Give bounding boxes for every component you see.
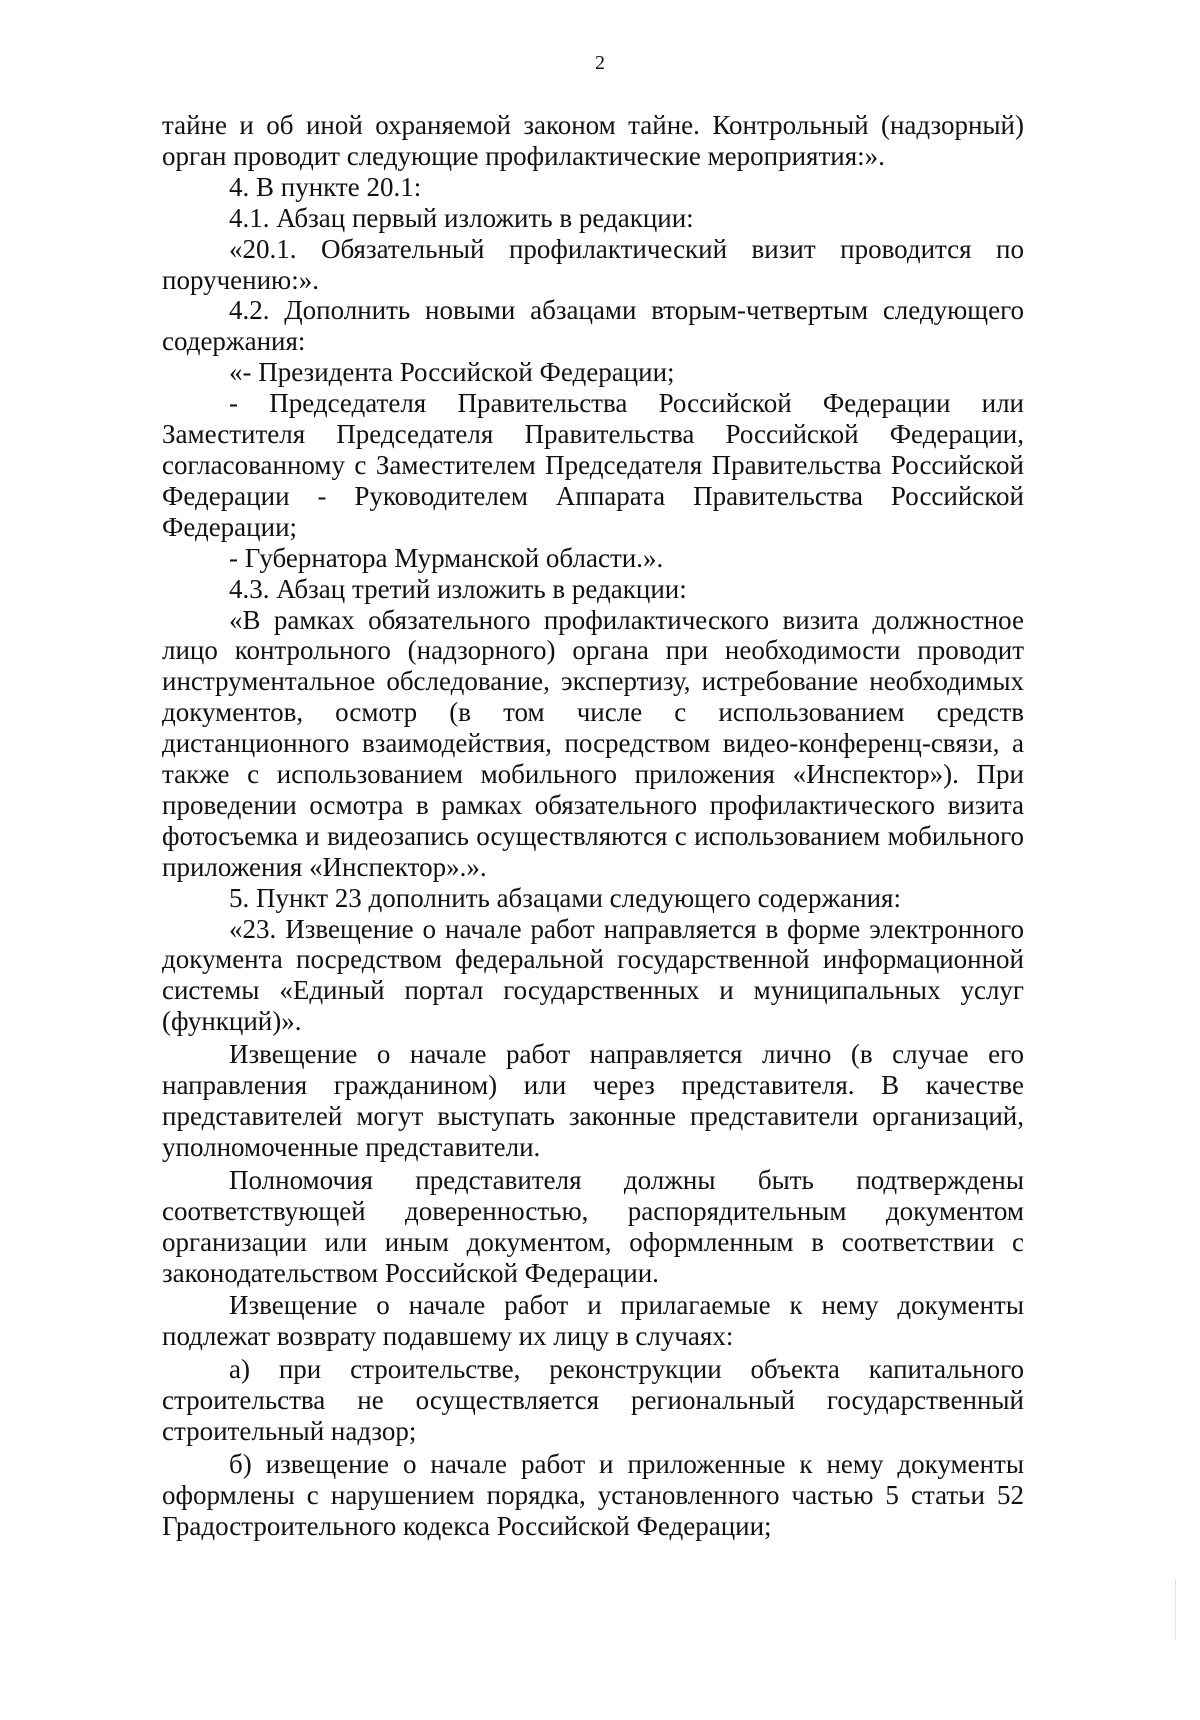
paragraph: «20.1. Обязательный профилактический визит проводится по поручению:».: [162, 233, 1024, 295]
paragraph: - Губернатора Мурманской области.».: [229, 542, 664, 573]
paragraph: Извещение о начале работ и прилагаемые к нему документы подлежат возврату подавшему их лицу в случаях:: [162, 1290, 1024, 1352]
paragraph: - Председателя Правительства Российской Федерации или Заместителя Председателя Правительства Российской Федерации, согласованному с Заместителем Председателя Правительства Российской Федерации - Руководителем Аппарата Правительства Российской Федерации;: [162, 388, 1024, 542]
document-body: [162, 110, 1024, 1542]
paragraph: тайне и об иной охраняемой законом тайне. Контрольный (надзорный) орган проводит следующие профилактические мероприятия:».: [162, 110, 1024, 171]
paragraph: Извещение о начале работ направляется лично (в случае его направления гражданином) или через представителя. В качестве представителей могут выступать законные представители организаций, уполномоченные представители.: [162, 1039, 1024, 1162]
paragraph: 5. Пункт 23 дополнить абзацами следующего содержания:: [229, 882, 901, 913]
scan-artifact: [1175, 1580, 1182, 1640]
paragraph: а) при строительстве, реконструкции объекта капитального строительства не осуществляется региональный государственный строительный надзор;: [162, 1354, 1024, 1447]
paragraph: 4. В пункте 20.1:: [229, 171, 422, 202]
paragraph: 4.1. Абзац первый изложить в редакции:: [229, 202, 694, 233]
paragraph: 4.3. Абзац третий изложить в редакции:: [229, 573, 687, 604]
paragraph: б) извещение о начале работ и приложенные к нему документы оформлены с нарушением порядка, установленного частью 5 статьи 52 Градостроительного кодекса Российской Федерации;: [162, 1448, 1024, 1541]
paragraph: 4.2. Дополнить новыми абзацами вторым-четвертым следующего содержания:: [162, 295, 1024, 357]
page-number: 2: [595, 52, 605, 74]
paragraph: «23. Извещение о начале работ направляется в форме электронного документа посредством федеральной государственной информационной системы «Единый портал государственных и муниципальных услуг (функций)».: [162, 913, 1024, 1037]
paragraph: «- Президента Российской Федерации;: [229, 357, 675, 388]
paragraph: «В рамках обязательного профилактического визита должностное лицо контрольного (надзорного) органа при необходимости проводит инструментальное обследование, экспертизу, истребование необходимых документов, осмотр (в том числе с использованием средств дистанционного взаимодействия, посредством видео-конференц-связи, а также с использованием мобильного приложения «Инспектор»). При проведении осмотра в рамках обязательного профилактического визита фотосъемка и видеозапись осуществляются с использованием мобильного приложения «Инспектор».».: [162, 604, 1024, 882]
paragraph: Полномочия представителя должны быть подтверждены соответствующей доверенностью, распорядительным документом организации или иным документом, оформленным в соответствии с законодательством Российской Федерации.: [162, 1164, 1024, 1288]
